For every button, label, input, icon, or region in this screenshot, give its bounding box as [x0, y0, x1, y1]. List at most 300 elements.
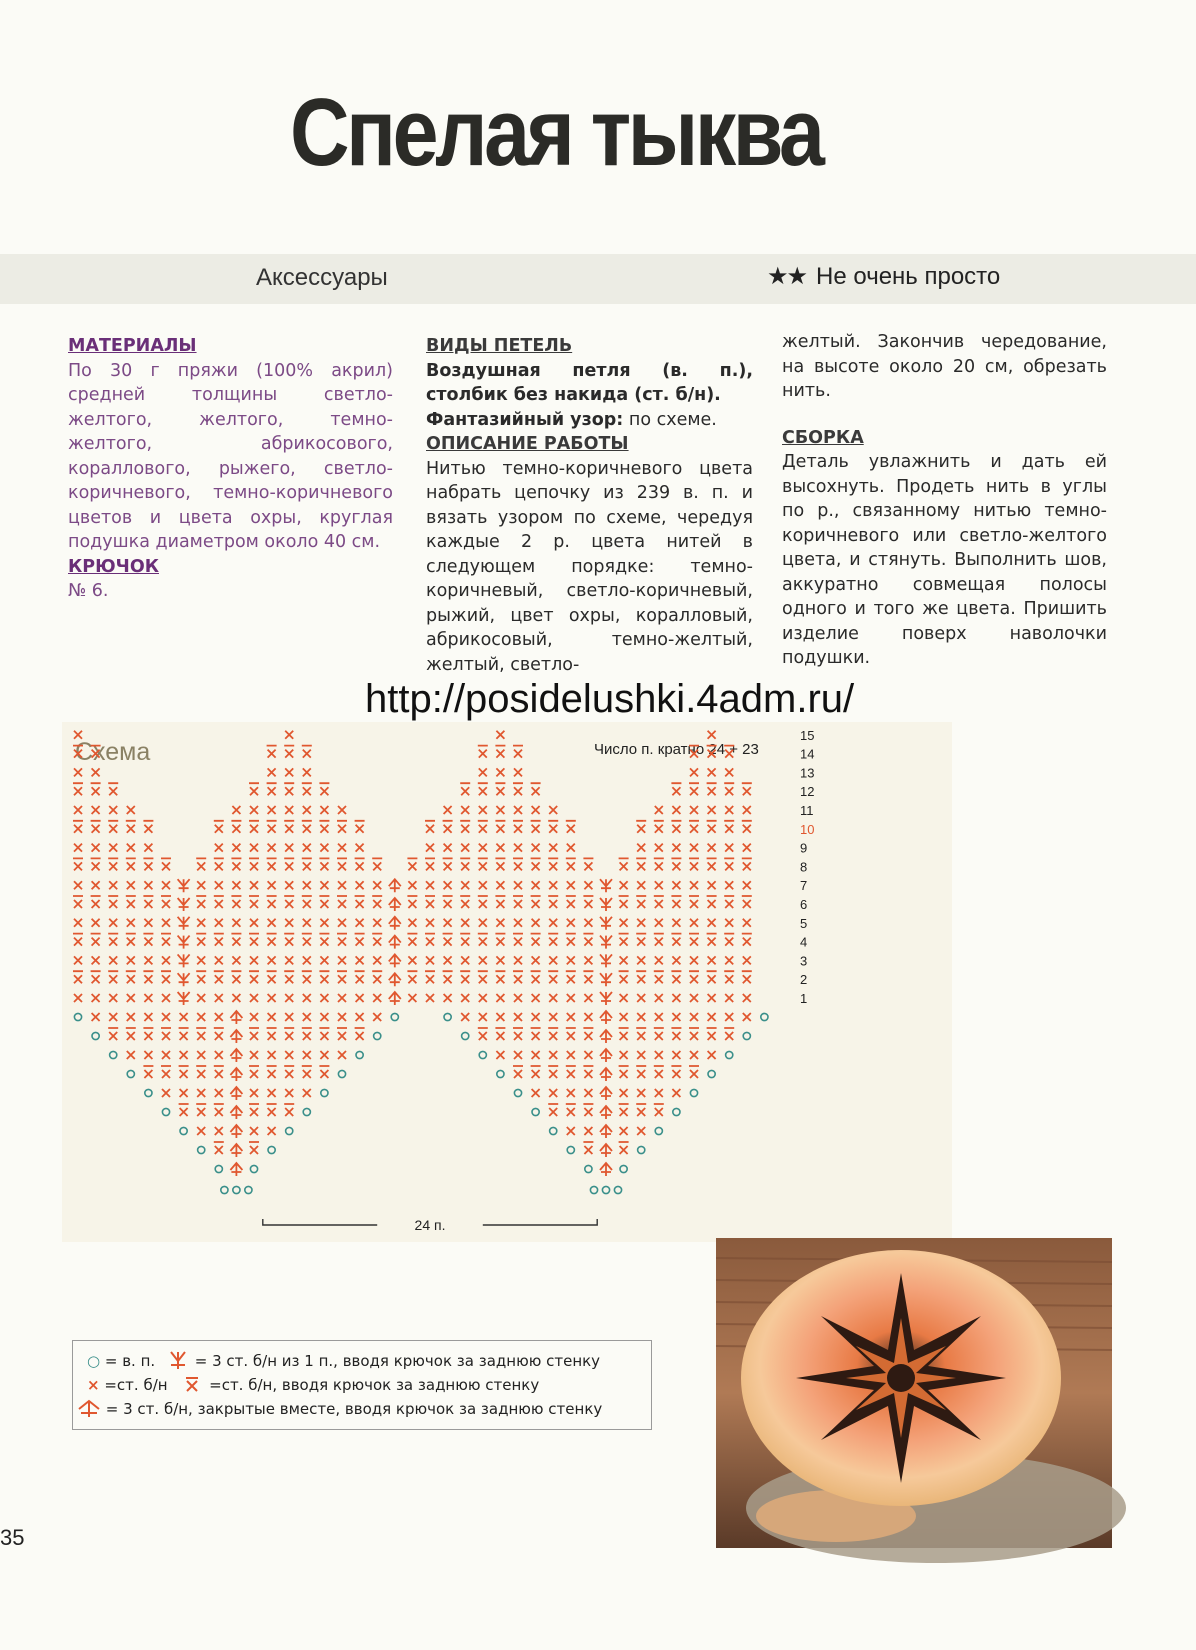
sc-stitch — [672, 1013, 680, 1021]
sc-stitch — [303, 1051, 311, 1059]
sc-stitch — [690, 806, 698, 814]
sc-back-stitch — [654, 1028, 664, 1040]
sc-stitch — [127, 919, 135, 927]
sc-stitch — [461, 881, 469, 889]
sc-stitch — [197, 1127, 205, 1135]
chain-stitch — [479, 1051, 486, 1058]
sc-back-stitch — [108, 971, 118, 983]
sc-back-stitch — [583, 971, 593, 983]
sc-back-stitch — [249, 1028, 259, 1040]
sc-stitch — [408, 994, 416, 1002]
increase-stitch — [178, 898, 190, 911]
sc-back-stitch — [671, 783, 681, 795]
row-number: 5 — [800, 915, 808, 931]
page-number: 35 — [0, 1525, 25, 1550]
sc-back-stitch — [249, 783, 259, 795]
sc-stitch — [444, 806, 452, 814]
sc-back-stitch — [214, 934, 224, 946]
sc-back-stitch — [689, 934, 699, 946]
sc-back-stitch — [267, 821, 277, 833]
sc-stitch — [303, 881, 311, 889]
sc-stitch — [584, 1127, 592, 1135]
sc-back-stitch — [671, 858, 681, 870]
sc-stitch — [708, 919, 716, 927]
sc-stitch — [92, 1013, 100, 1021]
sc-back-stitch — [566, 1028, 576, 1040]
sc-stitch — [338, 1051, 346, 1059]
decrease-stitch — [230, 1163, 242, 1176]
chain-stitch — [286, 1127, 293, 1134]
sc-back-stitch — [337, 896, 347, 908]
sc-back-stitch — [478, 821, 488, 833]
sc-back-stitch — [478, 971, 488, 983]
sc-stitch — [444, 881, 452, 889]
sc-back-stitch — [548, 1066, 558, 1078]
row-number: 4 — [800, 934, 808, 950]
sc-stitch — [496, 768, 504, 776]
row-number: 9 — [800, 840, 808, 856]
sc-back-stitch — [742, 858, 752, 870]
increase-stitch — [600, 917, 612, 930]
sc-back-stitch — [161, 1028, 171, 1040]
sc-back-stitch — [73, 783, 83, 795]
sc-stitch — [408, 956, 416, 964]
sc-stitch — [708, 1013, 716, 1021]
sc-stitch — [708, 881, 716, 889]
sc-back-stitch — [636, 858, 646, 870]
sc-back-stitch — [724, 821, 734, 833]
sc-stitch — [620, 1089, 628, 1097]
sc-stitch — [338, 956, 346, 964]
row-number: 12 — [800, 784, 815, 800]
sc-stitch — [268, 1089, 276, 1097]
increase-stitch — [600, 879, 612, 892]
sc-stitch — [655, 1051, 663, 1059]
sc-stitch — [373, 919, 381, 927]
sc-back-stitch — [91, 896, 101, 908]
row-number: 11 — [800, 803, 814, 818]
sc-stitch — [74, 881, 82, 889]
row-number: 8 — [800, 859, 808, 875]
legend-inc: = 3 ст. б/н из 1 п., вводя крючок за заднюю стенку — [194, 1352, 601, 1370]
sc-stitch — [127, 956, 135, 964]
chain-stitch — [550, 1127, 557, 1134]
decrease-stitch — [600, 1125, 612, 1138]
sc-back-stitch — [513, 821, 523, 833]
sc-back-stitch — [302, 1028, 312, 1040]
sc-stitch — [725, 1013, 733, 1021]
sc-stitch — [496, 844, 504, 852]
sc-back-stitch — [214, 821, 224, 833]
sc-stitch — [144, 1013, 152, 1021]
sc-back-stitch — [214, 1104, 224, 1116]
sc-stitch — [250, 1013, 258, 1021]
legend-row-3 — [77, 1398, 602, 1418]
sc-back-stitch — [267, 783, 277, 795]
decrease-stitch — [230, 1049, 242, 1062]
sc-back-stitch — [654, 821, 664, 833]
decrease-symbol-icon — [77, 1398, 101, 1418]
sc-stitch — [162, 994, 170, 1002]
sc-back-stitch — [214, 896, 224, 908]
sc-stitch — [496, 1013, 504, 1021]
sc-stitch — [461, 919, 469, 927]
sc-stitch — [514, 956, 522, 964]
sc-back-stitch — [267, 1104, 277, 1116]
sc-back-stitch — [372, 934, 382, 946]
sc-stitch — [144, 919, 152, 927]
chain-stitch — [514, 1089, 521, 1096]
sc-back-stitch — [91, 821, 101, 833]
sc-back-stitch — [513, 934, 523, 946]
sc-stitch — [338, 994, 346, 1002]
sc-back-stitch — [742, 896, 752, 908]
sc-stitch — [127, 1013, 135, 1021]
sc-stitch — [549, 881, 557, 889]
sc-stitch — [232, 844, 240, 852]
sc-back-stitch — [513, 858, 523, 870]
sc-back-stitch — [566, 821, 576, 833]
sc-stitch — [250, 881, 258, 889]
sc-stitch — [268, 881, 276, 889]
sc-stitch — [672, 844, 680, 852]
increase-stitch — [178, 992, 190, 1005]
sc-stitch — [584, 1013, 592, 1021]
sc-stitch — [426, 994, 434, 1002]
sc-stitch — [444, 994, 452, 1002]
sc-back-stitch — [636, 971, 646, 983]
sc-stitch — [285, 881, 293, 889]
sc-stitch — [637, 919, 645, 927]
sc-stitch — [285, 956, 293, 964]
sc-back-stitch — [161, 858, 171, 870]
sc-back-stitch — [196, 896, 206, 908]
sc-stitch — [373, 956, 381, 964]
sc-back-stitch — [143, 821, 153, 833]
sc-stitch — [496, 1051, 504, 1059]
sc-stitch — [373, 1013, 381, 1021]
sc-back-stitch — [319, 971, 329, 983]
sc-back-stitch — [707, 934, 717, 946]
sc-back-stitch — [302, 1066, 312, 1078]
sc-stitch — [479, 1013, 487, 1021]
sc-stitch — [672, 1089, 680, 1097]
sc-stitch — [285, 1013, 293, 1021]
sc-back-stitch — [355, 1028, 365, 1040]
sc-back-stitch — [355, 971, 365, 983]
sc-stitch — [620, 1127, 628, 1135]
chain-stitch — [245, 1186, 252, 1193]
chain-stitch — [145, 1089, 152, 1096]
sc-back-stitch — [495, 896, 505, 908]
decrease-stitch — [600, 1068, 612, 1081]
chain-stitch — [162, 1108, 169, 1115]
decrease-stitch — [230, 1011, 242, 1024]
decrease-stitch — [389, 992, 401, 1005]
chain-stitch — [180, 1127, 187, 1134]
stitches-heading: ВИДЫ ПЕТЕЛЬ — [426, 336, 573, 356]
sc-back-stitch — [513, 1028, 523, 1040]
sc-back-stitch — [91, 783, 101, 795]
sc-back-stitch — [302, 783, 312, 795]
sc-stitch — [567, 1089, 575, 1097]
sc-stitch — [144, 994, 152, 1002]
legend-chain: = в. п. — [104, 1352, 156, 1370]
sc-back-stitch — [478, 783, 488, 795]
sc-back-stitch — [689, 971, 699, 983]
chain-stitch — [303, 1108, 310, 1115]
sc-stitch — [250, 844, 258, 852]
chain-stitch — [532, 1108, 539, 1115]
sc-stitch — [549, 806, 557, 814]
sc-back-stitch — [319, 858, 329, 870]
page-title: Спелая тыква — [290, 79, 822, 186]
sc-stitch — [232, 919, 240, 927]
legend-row-2 — [87, 1374, 539, 1394]
decrease-stitch — [389, 917, 401, 930]
sc-back-stitch — [636, 896, 646, 908]
row-number: 10 — [800, 821, 815, 837]
sc-stitch — [672, 881, 680, 889]
sc-back-stitch — [214, 971, 224, 983]
sc-stitch — [232, 806, 240, 814]
sc-stitch — [743, 994, 751, 1002]
sc-back-stitch — [284, 1028, 294, 1040]
sc-stitch — [725, 956, 733, 964]
decrease-stitch — [230, 1068, 242, 1081]
sc-stitch — [197, 994, 205, 1002]
sc-stitch — [215, 844, 223, 852]
sc-back-stitch — [249, 971, 259, 983]
sc-stitch — [127, 844, 135, 852]
sc-back-stitch — [302, 858, 312, 870]
sc-back-stitch — [161, 896, 171, 908]
sc-stitch — [637, 1089, 645, 1097]
sc-stitch — [109, 806, 117, 814]
chain-stitch — [391, 1013, 398, 1020]
sc-back-stitch — [707, 971, 717, 983]
sc-stitch — [215, 994, 223, 1002]
sc-stitch — [479, 956, 487, 964]
sc-stitch — [743, 806, 751, 814]
chain-stitch — [761, 1013, 768, 1020]
sc-stitch — [549, 1013, 557, 1021]
sc-back-stitch — [531, 1066, 541, 1078]
sc-stitch — [197, 1051, 205, 1059]
sc-back-stitch — [566, 858, 576, 870]
sc-stitch — [514, 881, 522, 889]
sc-stitch — [268, 1013, 276, 1021]
sc-stitch — [74, 956, 82, 964]
sc-stitch — [584, 994, 592, 1002]
decrease-stitch — [389, 954, 401, 967]
sc-back-stitch — [108, 934, 118, 946]
sc-back-stitch — [319, 896, 329, 908]
sc-back-stitch — [636, 1066, 646, 1078]
sc-stitch — [514, 806, 522, 814]
sc-back-stitch — [73, 858, 83, 870]
scheme-repeat-note: Число п. кратно 24 + 23 — [594, 741, 759, 758]
sc-back-stitch — [513, 783, 523, 795]
sc-back-stitch — [531, 821, 541, 833]
sc-stitch — [285, 994, 293, 1002]
chain-stitch — [250, 1165, 257, 1172]
assembly-text: Деталь увлажнить и дать ей высохнуть. Продеть нить в углы по р., связанному нитью темно-коричневого или светло-желтого цвета, и стянуть. Выполнить шов, аккуратно совмещая полосы одного и того же цвета. Пришить изделие поверх наволочки подушки. — [782, 452, 1107, 668]
assembly-column — [782, 330, 1107, 671]
sc-stitch — [426, 844, 434, 852]
sc-back-stitch — [126, 858, 136, 870]
sc-back-stitch — [284, 934, 294, 946]
work-text-continued: желтый. Закончив чередование, на высоте около 20 см, обрезать нить. — [782, 332, 1107, 401]
sc-stitch — [109, 1013, 117, 1021]
chain-stitch — [620, 1165, 627, 1172]
sc-back-stitch — [407, 971, 417, 983]
sc-back-stitch — [425, 934, 435, 946]
sc-back-stitch — [548, 971, 558, 983]
sc-stitch — [620, 919, 628, 927]
decrease-stitch — [389, 973, 401, 986]
sc-back-stitch — [636, 1028, 646, 1040]
sc-stitch — [461, 956, 469, 964]
sc-back-stitch — [73, 934, 83, 946]
sc-stitch — [285, 768, 293, 776]
chain-stitch — [585, 1165, 592, 1172]
sc-stitch — [655, 844, 663, 852]
decrease-stitch — [600, 1030, 612, 1043]
sc-back-stitch — [671, 971, 681, 983]
sc-stitch — [285, 844, 293, 852]
sc-back-stitch — [196, 1104, 206, 1116]
sc-stitch — [109, 881, 117, 889]
sc-stitch — [479, 844, 487, 852]
sc-stitch — [725, 768, 733, 776]
sc-stitch — [708, 994, 716, 1002]
sc-back-stitch — [179, 1066, 189, 1078]
sc-back-stitch — [302, 971, 312, 983]
chain-stitch — [215, 1165, 222, 1172]
sc-stitch — [655, 956, 663, 964]
sc-stitch — [268, 919, 276, 927]
sc-back-stitch — [231, 821, 241, 833]
increase-stitch — [600, 973, 612, 986]
sc-back-stitch — [724, 896, 734, 908]
sc-stitch — [708, 956, 716, 964]
sc-back-stitch — [724, 1028, 734, 1040]
chain-stitch — [444, 1013, 451, 1020]
sc-stitch — [620, 881, 628, 889]
sc-back-stitch — [196, 1028, 206, 1040]
chain-stitch — [602, 1186, 609, 1193]
sc-stitch — [426, 956, 434, 964]
sc-stitch — [127, 994, 135, 1002]
sc-back-stitch — [284, 821, 294, 833]
sc-back-stitch — [143, 971, 153, 983]
chain-stitch — [673, 1108, 680, 1115]
sc-stitch — [620, 1013, 628, 1021]
sc-back-stitch — [179, 1104, 189, 1116]
sc-back-stitch — [460, 934, 470, 946]
sc-stitch — [567, 844, 575, 852]
sc-back-stitch — [372, 896, 382, 908]
sc-stitch — [268, 994, 276, 1002]
sc-back-stitch — [126, 1028, 136, 1040]
sc-back-stitch — [689, 821, 699, 833]
sc-stitch — [567, 881, 575, 889]
sc-stitch — [373, 881, 381, 889]
sc-stitch — [549, 1089, 557, 1097]
row-number: 14 — [800, 746, 815, 762]
chain-stitch — [268, 1146, 275, 1153]
sc-stitch — [584, 881, 592, 889]
sc-stitch — [514, 919, 522, 927]
sc-stitch — [320, 1013, 328, 1021]
width-label: 24 п. — [414, 1217, 446, 1233]
increase-stitch — [600, 936, 612, 949]
sc-stitch — [479, 806, 487, 814]
decrease-stitch — [230, 1106, 242, 1119]
sc-stitch — [303, 768, 311, 776]
sc-back-stitch — [108, 1028, 118, 1040]
sc-back-stitch — [91, 934, 101, 946]
increase-stitch — [178, 954, 190, 967]
decrease-stitch — [389, 936, 401, 949]
sc-back-stitch — [654, 971, 664, 983]
sc-stitch — [708, 844, 716, 852]
sc-back-stitch — [707, 896, 717, 908]
sc-stitch — [127, 881, 135, 889]
sc-back-stitch — [619, 1142, 629, 1154]
sc-stitch — [637, 844, 645, 852]
sc-stitch — [690, 1013, 698, 1021]
sc-back-stitch — [583, 1142, 593, 1154]
sc-stitch — [74, 844, 82, 852]
sc-stitch — [162, 1051, 170, 1059]
sc-back-stitch — [214, 1028, 224, 1040]
sc-stitch — [285, 919, 293, 927]
sc-back-stitch — [143, 934, 153, 946]
sc-back-stitch — [126, 896, 136, 908]
chain-stitch — [638, 1146, 645, 1153]
sc-stitch — [320, 881, 328, 889]
sc-stitch — [690, 956, 698, 964]
hook-text: № 6. — [68, 581, 109, 601]
sc-back-stitch — [196, 971, 206, 983]
sc-back-stitch — [742, 971, 752, 983]
sc-stitch — [655, 1089, 663, 1097]
row-number: 3 — [800, 953, 808, 969]
sc-back-stitch — [425, 971, 435, 983]
sc-stitch — [232, 881, 240, 889]
pillow-image — [716, 1238, 1112, 1548]
category-label: Аксессуары — [256, 264, 388, 291]
sc-stitch — [584, 919, 592, 927]
sc-back-stitch — [425, 858, 435, 870]
sc-stitch — [320, 994, 328, 1002]
sc-back-stitch — [372, 858, 382, 870]
sc-back-stitch — [619, 858, 629, 870]
sc-back-stitch — [566, 971, 576, 983]
sc-stitch — [532, 919, 540, 927]
sc-back-stitch — [267, 934, 277, 946]
sc-stitch — [426, 881, 434, 889]
sc-back-stitch — [196, 934, 206, 946]
sc-stitch — [356, 994, 364, 1002]
sc-stitch — [356, 844, 364, 852]
sc-stitch — [303, 806, 311, 814]
chain-stitch — [590, 1186, 597, 1193]
sc-back-stitch — [196, 1066, 206, 1078]
sc-stitch — [567, 1051, 575, 1059]
